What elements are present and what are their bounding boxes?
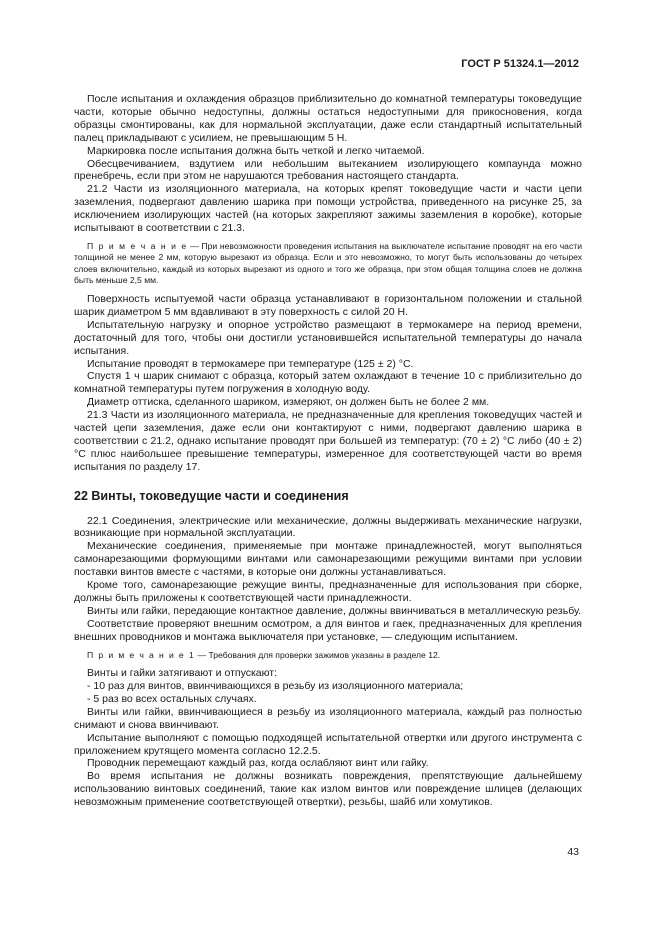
note-paragraph bbox=[74, 241, 582, 287]
note-label: П р и м е ч а н и е bbox=[87, 240, 188, 251]
paragraph: Маркировка после испытания должна быть четкой и легко читаемой. bbox=[87, 144, 425, 157]
paragraph: Испытательную нагрузку и опорное устройство размещают в термокамере на период времени, достаточный для того, чтобы они достигли установившейся испытательной температуры до начала испытания. bbox=[74, 318, 582, 357]
paragraph: Спустя 1 ч шарик снимают с образца, который затем охлаждают в течение 10 с приблизительно до комнатной температуры путем погружения в холодную воду. bbox=[74, 370, 582, 396]
note-text: — При невозможности проведения испытания на выключателе испытание проводят на его части толщиной не менее 2 мм, которую вырезают из образца. Если и это невозможно, то могут быть использованы до четырех слоев включительно, каждый из которых вырезают из одного и того же образца, при этом общая толщина слоев не должна быть меньше 2,5 мм. bbox=[74, 240, 582, 286]
paragraph: Винты и гайки затягивают и отпускают: bbox=[87, 667, 277, 680]
document-body bbox=[74, 93, 582, 809]
list-item: - 5 раз во всех остальных случаях. bbox=[87, 692, 257, 705]
note-label: П р и м е ч а н и е 1 bbox=[87, 649, 196, 660]
paragraph: После испытания и охлаждения образцов приблизительно до комнатной температуры токоведущие части, которые обычно недоступны, должны остаться недоступными для прикосновения, когда образцы смонтированы, как для нормальной эксплуатации, даже если стандартный испытательный палец прикладывают с усилием, не превышающим 5 Н. bbox=[74, 93, 582, 144]
paragraph: Винты или гайки, передающие контактное давление, должны ввинчиваться в металлическую резьбу. bbox=[87, 604, 582, 617]
paragraph: Поверхность испытуемой части образца устанавливают в горизонтальном положении и стальной шарик диаметром 5 мм вдавливают в эту поверхность с силой 20 Н. bbox=[74, 292, 582, 318]
paragraph: Винты или гайки, ввинчивающиеся в резьбу из изоляционного материала, каждый раз полностью снимают и снова ввинчивают. bbox=[74, 705, 582, 731]
note-text: — Требования для проверки зажимов указаны в разделе 12. bbox=[195, 649, 441, 660]
paragraph: Соответствие проверяют внешним осмотром, а для винтов и гаек, предназначенных для крепления внешних проводников и монтажа выключателя при установке, — следующим испытанием. bbox=[74, 617, 582, 643]
paragraph: Проводник перемещают каждый раз, когда ослабляют винт или гайку. bbox=[87, 757, 429, 770]
paragraph: Обесцвечиванием, вздутием или небольшим вытеканием изолирующего компаунда можно пренебречь, если при этом не нарушаются требования настоящего стандарта. bbox=[74, 157, 582, 183]
paragraph: 22.1 Соединения, электрические или механические, должны выдерживать механические нагрузки, возникающие при нормальной эксплуатации. bbox=[74, 514, 582, 540]
page-number: 43 bbox=[567, 846, 579, 858]
paragraph: Кроме того, самонарезающие режущие винты, предназначенные для использования при сборке, должны быть приложены к соответствующей части принадлежности. bbox=[74, 579, 582, 604]
paragraph: Испытание выполняют с помощью подходящей испытательной отвертки или другого инструмента с приложением крутящего момента согласно 12.2.5. bbox=[74, 731, 582, 757]
paragraph: 21.3 Части из изоляционного материала, не предназначенные для крепления токоведущих частей и частей цепи заземления, даже если они контактируют с ними, подвергают давлению шарика в соответствии с 21.2, однако испытание проводят при большей из температур: (70 ± 2) °С либо (40 ± 2) °С плюс наибольшее превышение температуры, измеренное для соответствующей части во время испытания по разделу 17. bbox=[74, 409, 582, 473]
paragraph: 21.2 Части из изоляционного материала, на которых крепят токоведущие части и части цепи заземления, подвергают давлению шарика при помощи устройства, приведенного на рисунке 25, за исключением изолирующих частей (на которых закрепляют зажимы заземления в коробке), которые испытывают в соответствии с 21.3. bbox=[74, 183, 582, 235]
paragraph: Во время испытания не должны возникать повреждения, препятствующие дальнейшему использованию винтовых соединений, такие как излом винтов или повреждение шлицев (делающих невозможным применение соответствующей отвертки), резьбы, шайб или хомутиков. bbox=[74, 770, 582, 809]
list-item: - 10 раз для винтов, ввинчивающихся в резьбу из изоляционного материала; bbox=[87, 680, 464, 693]
paragraph: Механические соединения, применяемые при монтаже принадлежностей, могут выполняться самонарезающими формующими винтами или самонарезающими режущими винтами при условии поставки винтов вместе с частями, в которые они должны устанавливаться. bbox=[74, 540, 582, 579]
paragraph: Диаметр оттиска, сделанного шариком, измеряют, он должен быть не более 2 мм. bbox=[87, 396, 490, 409]
document-id-header: ГОСТ Р 51324.1—2012 bbox=[461, 58, 579, 70]
section-title: 22 Винты, токоведущие части и соединения bbox=[74, 488, 349, 503]
paragraph: Испытание проводят в термокамере при температуре (125 ± 2) °С. bbox=[87, 357, 414, 370]
note-paragraph bbox=[74, 650, 582, 662]
